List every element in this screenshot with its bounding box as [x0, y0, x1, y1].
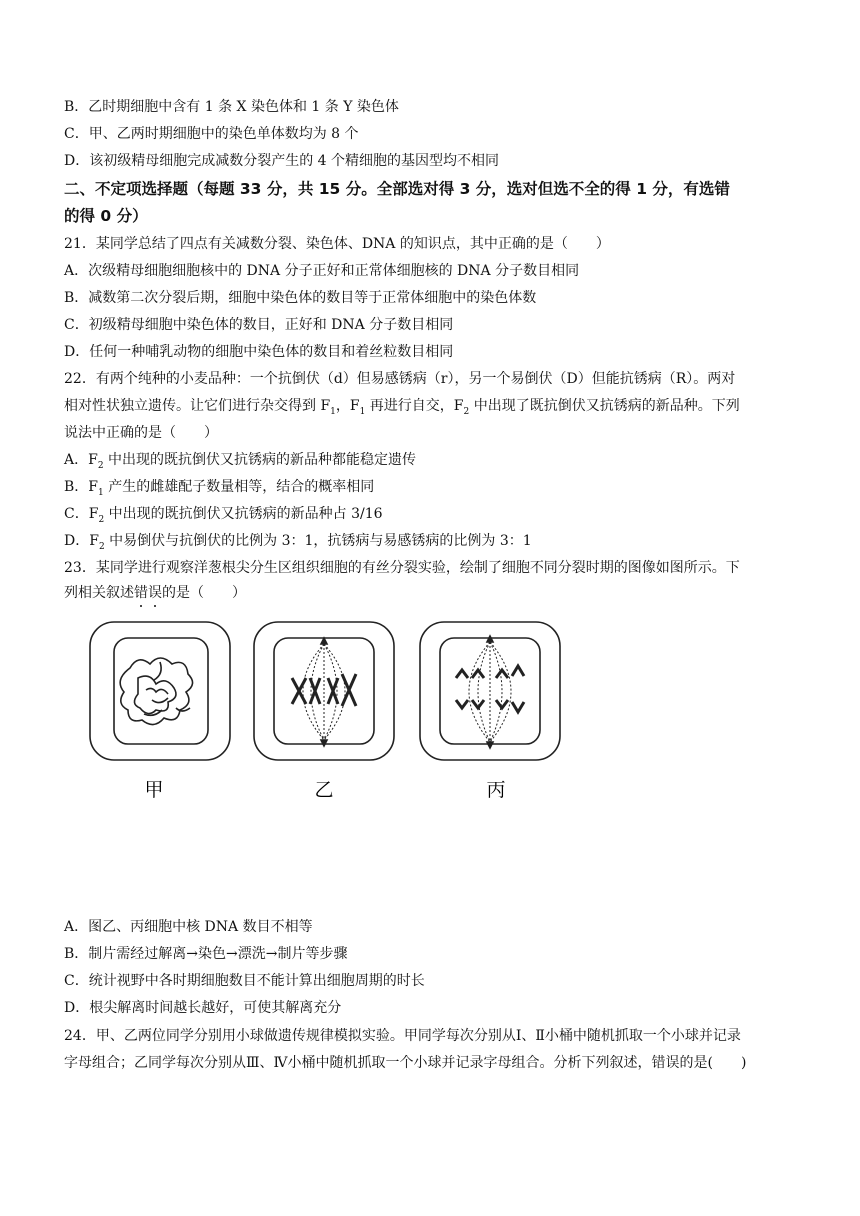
q24-stem-line2: 字母组合；乙同学每次分别从Ⅲ、Ⅳ小桶中随机抓取一个小球并记录字母组合。分析下列叙述，错误的是( ) [64, 1055, 747, 1071]
q23-option-a: A．图乙、丙细胞中核 DNA 数目不相等 [64, 919, 313, 935]
cell-yi [254, 622, 394, 760]
q22-option-c: C．$F_2$ 中出现的既抗倒伏又抗锈病的新品种占 3/16 [64, 506, 383, 525]
q22-option-b: B．$F_1$ 产生的雌雄配子数量相等，结合的概率相同 [64, 479, 375, 498]
q23-stem-line2: 列相关叙述错误的是（ ） [64, 585, 246, 601]
section-title-line2: 的得 0 分） [64, 207, 148, 225]
q22-stem-line3: 说法中正确的是（ ） [64, 425, 218, 441]
q21-option-b: B．减数第二次分裂后期，细胞中染色体的数目等于正常体细胞中的染色体数 [64, 290, 537, 306]
q21-option-c: C．初级精母细胞中染色体的数目，正好和 DNA 分子数目相同 [64, 317, 454, 333]
q23-option-d: D．根尖解离时间越长越好，可使其解离充分 [64, 1000, 342, 1016]
option-c-previous: C．甲、乙两时期细胞中的染色单体数均为 8 个 [64, 126, 359, 142]
caption-bing: 丙 [486, 779, 506, 801]
q22-option-a: A．$F_2$ 中出现的既抗倒伏又抗锈病的新品种都能稳定遗传 [64, 452, 417, 471]
q22-option-d: D．$F_2$ 中易倒伏与抗倒伏的比例为 3：1，抗锈病与易感锈病的比例为 3：1 [64, 533, 532, 552]
q21-stem: 21．某同学总结了四点有关减数分裂、染色体、DNA 的知识点，其中正确的是（ ） [64, 236, 610, 252]
q23-option-b: B．制片需经过解离→染色→漂洗→制片等步骤 [64, 946, 348, 962]
option-b-previous: B．乙时期细胞中含有 1 条 X 染色体和 1 条 Y 染色体 [64, 99, 399, 115]
q21-option-a: A．次级精母细胞细胞核中的 DNA 分子正好和正常体细胞核的 DNA 分子数目相同 [64, 263, 580, 279]
caption-yi: 乙 [314, 779, 334, 801]
cell-jia [90, 622, 230, 760]
caption-jia: 甲 [144, 779, 164, 801]
q22-stem-line1: 22．有两个纯种的小麦品种：一个抗倒伏（d）但易感锈病（r），另一个易倒伏（D）但能抗锈病（R）。两对 [64, 371, 736, 387]
q21-option-d: D．任何一种哺乳动物的细胞中染色体的数目和着丝粒数目相同 [64, 344, 454, 360]
cell-bing [420, 622, 560, 760]
q24-stem-line1: 24．甲、乙两位同学分别用小球做遗传规律模拟实验。甲同学每次分别从Ⅰ、Ⅱ小桶中随机抓取一个小球并记录 [64, 1028, 741, 1044]
option-d-previous: D．该初级精母细胞完成减数分裂产生的 4 个精细胞的基因型均不相同 [64, 153, 500, 169]
section-title-line1: 二、不定项选择题（每题 33 分，共 15 分。全部选对得 3 分，选对但选不全的得 1 分，有选错 [64, 180, 730, 198]
mitosis-figure [86, 616, 566, 806]
q23-option-c: C．统计视野中各时期细胞数目不能计算出细胞周期的时长 [64, 973, 425, 989]
q23-stem-line1: 23．某同学进行观察洋葱根尖分生区组织细胞的有丝分裂实验，绘制了细胞不同分裂时期的图像如图所示。下 [64, 560, 740, 576]
q22-stem-line2: 相对性状独立遗传。让它们进行杂交得到 $F_1$，$F_1$ 再进行自交，$F_2$ 中出现了既抗倒伏又抗锈病的新品种。下列 [64, 398, 740, 417]
